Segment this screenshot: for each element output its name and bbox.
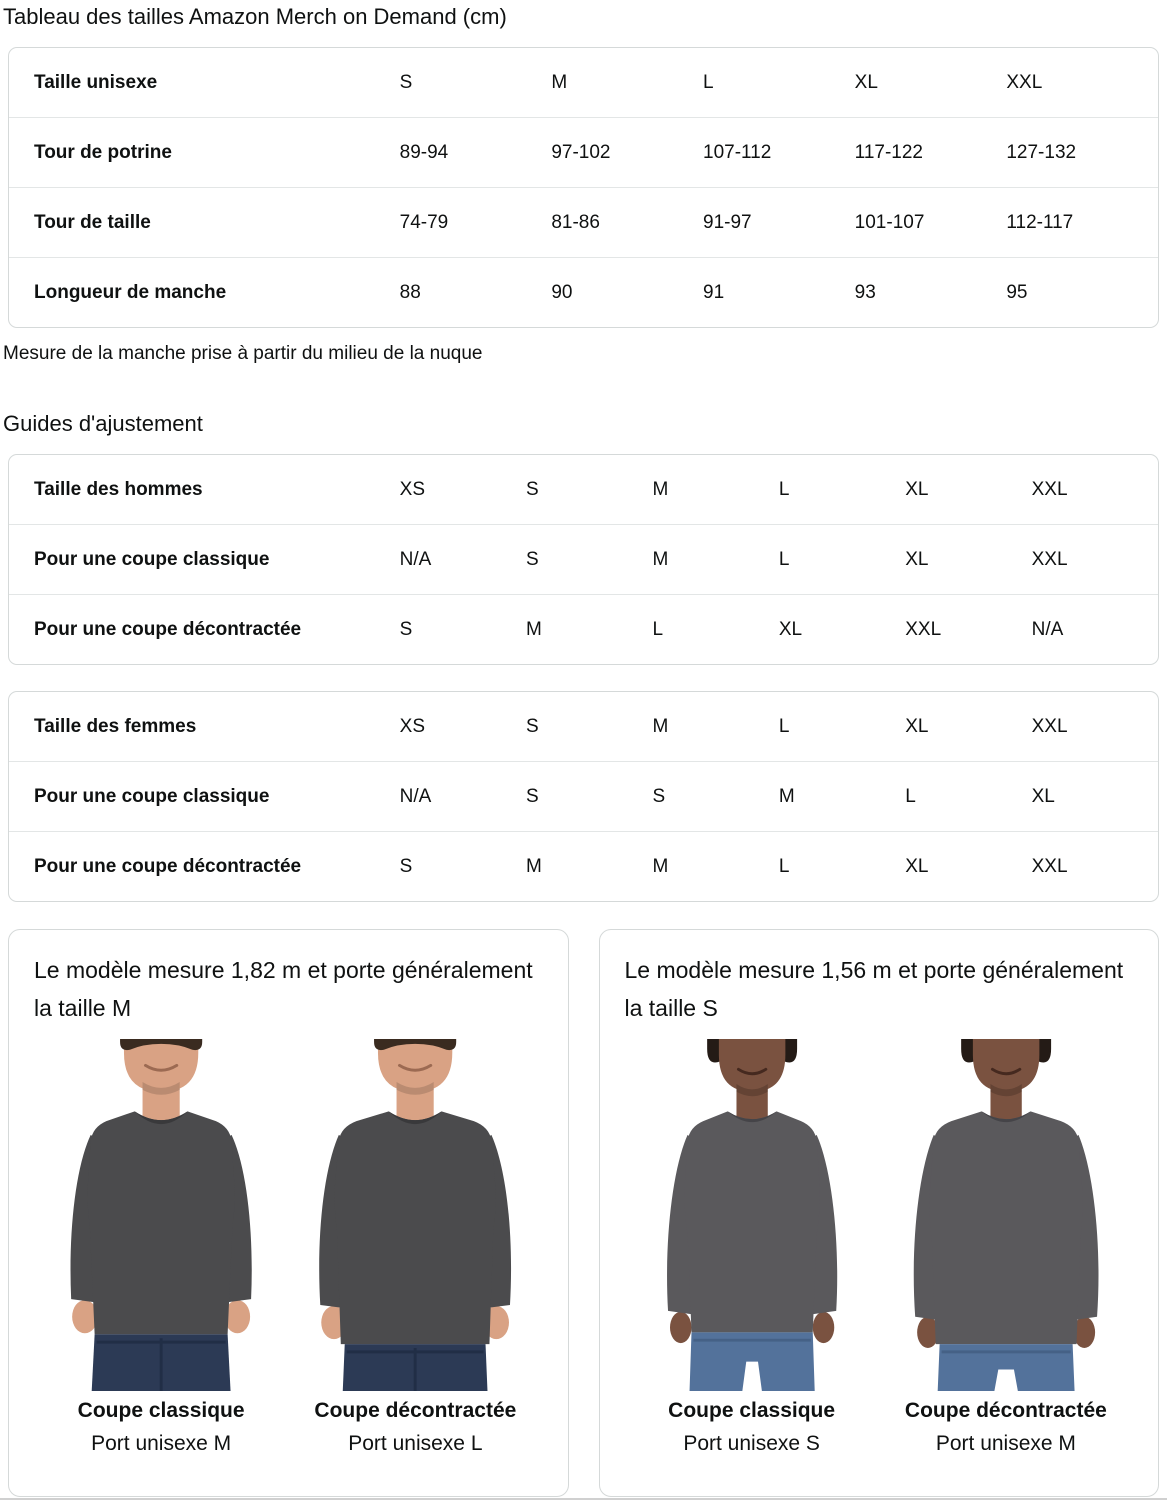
size-cell: XXL	[1031, 478, 1068, 500]
size-cell: 97-102	[551, 141, 611, 163]
fit-label: Coupe décontractée	[314, 1399, 517, 1422]
size-cell: 112-117	[1006, 211, 1074, 233]
size-cell: N/A	[1031, 618, 1064, 640]
size-cell: XL	[905, 478, 929, 500]
size-cell: 101-107	[854, 211, 925, 233]
size-cell: 91	[703, 281, 725, 303]
size-cell: XXL	[1031, 855, 1068, 877]
size-cell: L	[905, 785, 916, 807]
row-label: Pour une coupe classique	[34, 548, 270, 570]
table-row	[9, 692, 1158, 761]
table-row	[9, 257, 1158, 327]
size-cell: S	[399, 618, 413, 640]
female-model-card	[599, 929, 1160, 1497]
row-label: Pour une coupe classique	[34, 785, 270, 807]
model-card-heading: Le modèle mesure 1,56 m et porte généralement la taille S	[624, 957, 1124, 1021]
size-cell: 117-122	[854, 141, 923, 163]
fit-label: Coupe décontractée	[904, 1399, 1107, 1422]
size-cell: S	[399, 855, 413, 877]
model-card-heading: Le modèle mesure 1,82 m et porte généralement la taille M	[34, 957, 533, 1021]
female-relaxed-fit-photo	[879, 1039, 1133, 1391]
female-classic-fit-photo	[625, 1039, 879, 1391]
figure-neck	[143, 1078, 180, 1121]
fit-guides-heading: Guides d'ajustement	[3, 411, 203, 436]
male-relaxed-fit-photo	[288, 1039, 542, 1391]
row-label: Tour de potrine	[34, 141, 172, 163]
size-cell: N/A	[399, 548, 432, 570]
size-cell: 88	[399, 281, 421, 303]
size-cell: S	[399, 71, 413, 93]
sleeve-measure-note: Mesure de la manche prise à partir du milieu de la nuque	[3, 343, 483, 364]
male-model-card	[8, 929, 569, 1497]
size-cell: 107-112	[703, 141, 772, 163]
size-cell: M	[551, 71, 568, 93]
row-label: Tour de taille	[34, 211, 151, 233]
figure-classic-fit	[34, 1039, 288, 1456]
size-cell: 89-94	[399, 141, 449, 163]
table-row	[9, 48, 1158, 117]
size-cell: 127-132	[1006, 141, 1077, 163]
size-cell: XXL	[905, 618, 942, 640]
model-figures	[625, 1039, 1134, 1456]
table-row	[9, 594, 1158, 664]
table-row	[9, 117, 1158, 187]
size-cell: 91-97	[703, 211, 752, 233]
men-fit-table	[8, 454, 1159, 665]
page-title: Tableau des tailles Amazon Merch on Demand (cm)	[3, 4, 507, 29]
figure-relaxed-fit	[879, 1039, 1133, 1456]
size-cell: S	[652, 785, 666, 807]
size-worn-label: Port unisexe M	[935, 1432, 1076, 1455]
size-cell: XXL	[1006, 71, 1043, 93]
figure-neck	[736, 1080, 767, 1121]
table-row	[9, 187, 1158, 257]
size-cell: XL	[905, 855, 929, 877]
figure-shirt	[929, 1111, 1082, 1344]
size-cell: M	[778, 785, 795, 807]
size-cell: 93	[854, 281, 876, 303]
size-cell: M	[652, 855, 669, 877]
size-cell: 74-79	[399, 211, 449, 233]
figure-neck	[397, 1078, 434, 1121]
size-cell: M	[652, 478, 669, 500]
size-cell: XXL	[1031, 548, 1068, 570]
figure-shirt	[88, 1111, 235, 1334]
table-row	[9, 455, 1158, 524]
figure-hand	[669, 1312, 691, 1343]
size-cell: L	[778, 478, 790, 500]
size-cell: XS	[399, 715, 426, 737]
size-cell: S	[526, 478, 539, 500]
size-cell: L	[703, 71, 714, 93]
figure-neck	[990, 1080, 1021, 1121]
size-cell: XL	[854, 71, 878, 93]
figure-classic-fit	[625, 1039, 879, 1456]
size-cell: M	[652, 548, 669, 570]
size-cell: N/A	[399, 785, 432, 807]
size-cell: 90	[551, 281, 573, 303]
fit-label: Coupe classique	[77, 1399, 245, 1422]
size-cell: 81-86	[551, 211, 600, 233]
size-cell: XL	[1031, 785, 1055, 807]
size-cell: XS	[399, 478, 426, 500]
row-label: Longueur de manche	[34, 281, 227, 303]
table-row	[9, 761, 1158, 831]
row-label: Taille des femmes	[34, 715, 197, 737]
size-cell: XXL	[1031, 715, 1068, 737]
size-cell: M	[526, 855, 542, 877]
table-row	[9, 524, 1158, 594]
model-figures	[34, 1039, 543, 1456]
size-worn-label: Port unisexe L	[348, 1432, 483, 1455]
figure-shirt	[335, 1111, 496, 1344]
women-fit-table	[8, 691, 1159, 902]
size-cell: L	[778, 855, 790, 877]
figure-hand	[812, 1312, 834, 1343]
table-row	[9, 831, 1158, 901]
size-cell: M	[652, 715, 669, 737]
figure-relaxed-fit	[288, 1039, 542, 1456]
figure-shirt	[684, 1111, 819, 1332]
size-cell: S	[526, 548, 539, 570]
size-cell: S	[526, 715, 539, 737]
size-cell: XL	[905, 548, 929, 570]
size-worn-label: Port unisexe M	[91, 1432, 232, 1455]
model-cards	[8, 929, 1159, 1497]
size-cell: L	[652, 618, 664, 640]
male-classic-fit-photo	[34, 1039, 288, 1391]
size-cell: 95	[1006, 281, 1028, 303]
row-label: Taille des hommes	[34, 478, 203, 500]
row-label: Pour une coupe décontractée	[34, 855, 302, 877]
size-worn-label: Port unisexe S	[683, 1432, 820, 1455]
size-cell: XL	[778, 618, 803, 640]
row-label: Taille unisexe	[34, 71, 158, 93]
size-cell: S	[526, 785, 539, 807]
size-cell: L	[778, 548, 790, 570]
fit-label: Coupe classique	[668, 1399, 836, 1422]
unisex-size-table	[8, 47, 1159, 328]
size-cell: L	[778, 715, 790, 737]
size-cell: M	[526, 618, 542, 640]
size-cell: XL	[905, 715, 929, 737]
row-label: Pour une coupe décontractée	[34, 618, 302, 640]
